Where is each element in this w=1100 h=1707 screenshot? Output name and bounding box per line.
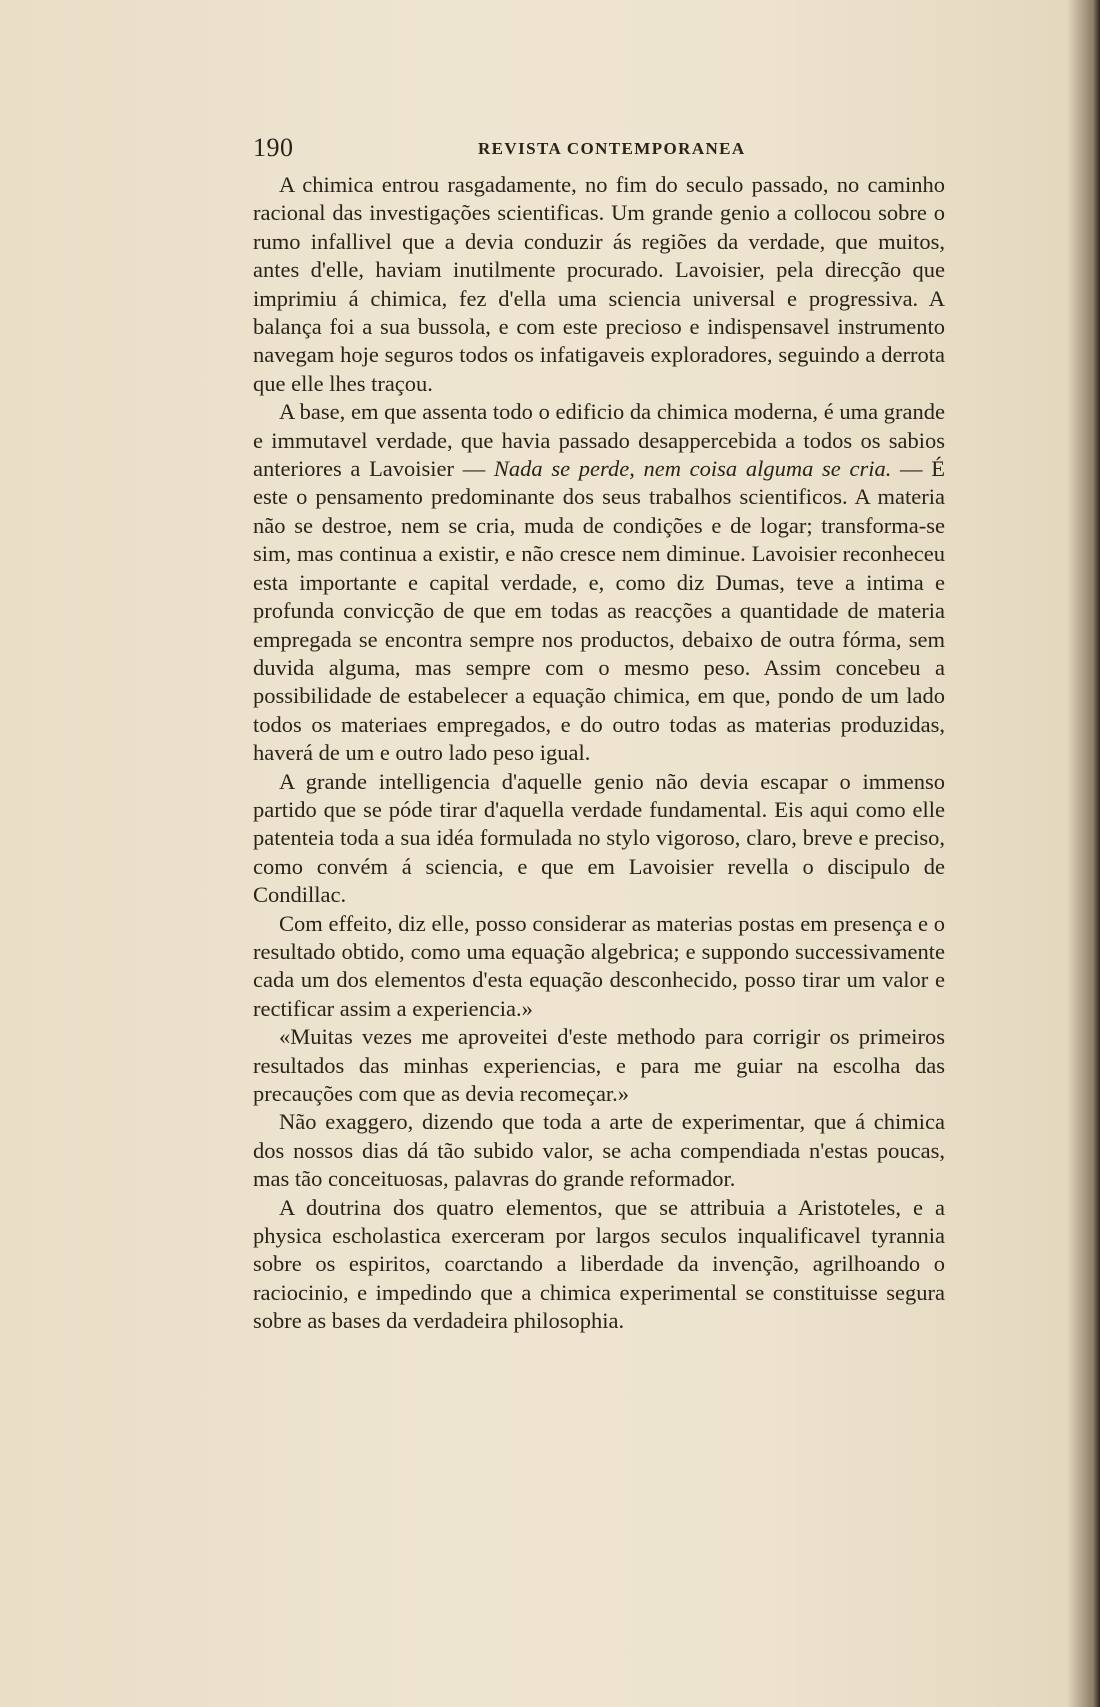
paragraph-3: A grande intelligencia d'aquelle genio não devia escapar o immenso partido que se póde tirar d'aquella verdade fundamental. Eis aqui como elle patenteia toda a sua idéa formulada no stylo vigoroso, claro, breve e preciso, como convém á sciencia, e que em Lavoisier revella o discipulo de Condillac.: [253, 768, 945, 908]
page-binding-edge: [1092, 0, 1100, 1707]
running-title: REVISTA CONTEMPORANEA: [478, 139, 746, 158]
paragraph-2-italic-quote: Nada se perde, nem coisa alguma se cria.: [493, 456, 892, 482]
paragraph-2-text-after: — É este o pensamento predominante dos seus trabalhos scientificos. A materia não se destroe, nem se cria, muda de condições e de logar; transforma-se sim, mas continua a existir, e não cresce nem diminue. Lavoisier reconheceu esta importante e capital verdade, e, como diz Dumas, teve a intima e profunda convicção de que em todas as reacções a quantidade de materia empregada se encontra sempre nos productos, debaixo de outra fórma, sem duvida alguma, mas sempre com o mesmo peso. Assim concebeu a possibilidade de estabelecer a equação chimica, em que, pondo de um lado todos os materiaes empregados, e do outro todas as materias produzidas, haverá de um e outro lado peso igual.: [253, 456, 945, 766]
paragraph-2-text-before: A base, em que assenta todo o edificio da chimica moderna, é uma grande e immutavel verdade, que havia passado desappercebida a todos os sabios anteriores a Lavoisier —: [253, 399, 945, 482]
page-number: 190: [253, 133, 294, 162]
paragraph-1: A chimica entrou rasgadamente, no fim do seculo passado, no caminho racional das investigações scientificas. Um grande genio a collocou sobre o rumo infallivel que a devia conduzir ás regiões da verdade, que muitos, antes d'elle, haviam inutilmente procurado. Lavoisier, pela direcção que imprimiu á chimica, fez d'ella uma sciencia universal e progressiva. A balança foi a sua bussola, e com este precioso e indispensavel instrumento navegam hoje seguros todos os infatigaveis exploradores, seguindo a derrota que elle lhes traçou.: [253, 172, 945, 396]
body-text: [253, 171, 945, 1336]
paragraph-4: Com effeito, diz elle, posso considerar as materias postas em presença e o resultado obtido, como uma equação algebrica; e suppondo successivamente cada um dos elementos d'esta equação desconhecido, posso tirar um valor e rectificar assim a experiencia.»: [253, 910, 945, 1021]
paragraph-2: [253, 398, 945, 767]
page-header: [253, 133, 945, 163]
paragraph-7: A doutrina dos quatro elementos, que se attribuia a Aristoteles, e a physica escholastica exerceram por largos seculos inqualificavel tyrannia sobre os espiritos, coarctando a liberdade da invenção, agrilhoando o raciocinio, e impedindo que a chimica experimental se constituisse segura sobre as bases da verdadeira philosophia.: [253, 1194, 945, 1334]
paragraph-5: «Muitas vezes me aproveitei d'este methodo para corrigir os primeiros resultados das minhas experiencias, e para me guiar na escolha das precauções com que as devia recomeçar.»: [253, 1024, 945, 1106]
paragraph-6: Não exaggero, dizendo que toda a arte de experimentar, que á chimica dos nossos dias dá tão subido valor, se acha compendiada n'estas poucas, mas tão conceituosas, palavras do grande reformador.: [253, 1109, 945, 1192]
